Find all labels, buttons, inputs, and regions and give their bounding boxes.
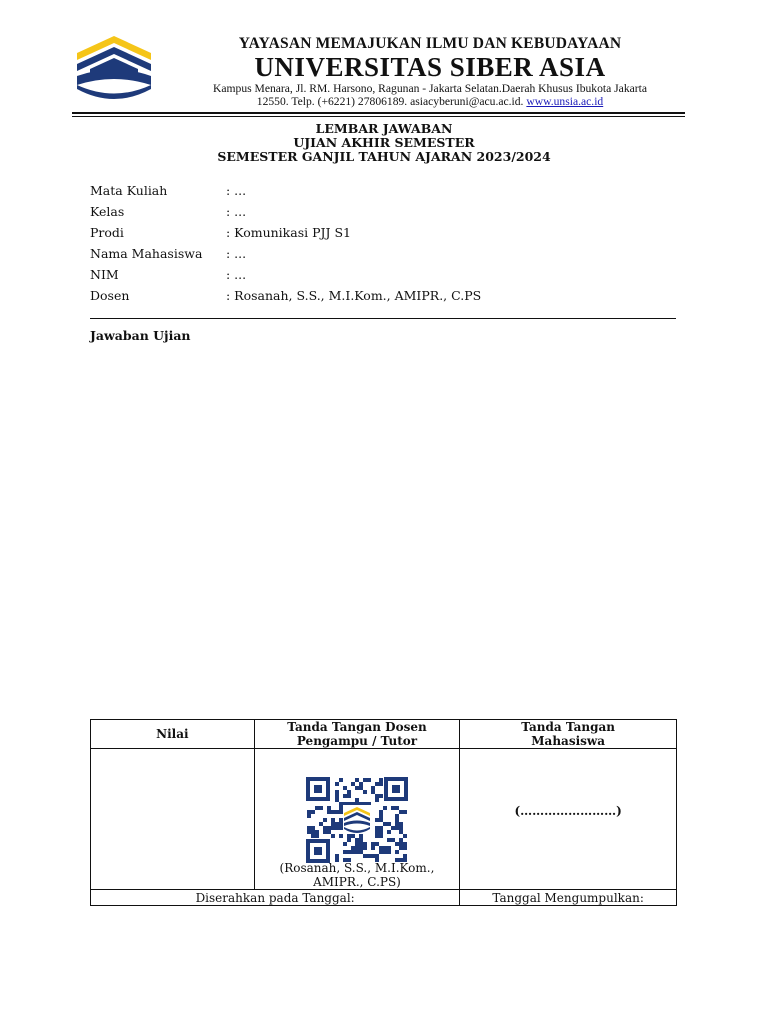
info-label: Kelas <box>90 204 125 219</box>
table-footer-row <box>91 890 677 906</box>
info-label: NIM <box>90 267 119 282</box>
info-label: Dosen <box>90 288 130 303</box>
grade-cell <box>91 749 255 890</box>
university-name: UNIVERSITAS SIBER ASIA <box>254 52 606 82</box>
lecturer-name <box>255 861 460 889</box>
info-value: : ... <box>226 183 247 198</box>
answers-heading: Jawaban Ujian <box>90 328 191 343</box>
semester-title: SEMESTER GANJIL TAHUN AJARAN 2023/2024 <box>217 149 551 164</box>
header-divider-thin <box>72 116 685 117</box>
header-line: Mahasiswa <box>531 734 605 748</box>
lecturer-name-line: (Rosanah, S.S., M.I.Kom., <box>279 861 435 875</box>
student-signature-header <box>460 720 677 749</box>
signature-table <box>90 719 677 906</box>
address-line-1: Kampus Menara, Jl. RM. Harsono, Ragunan - Jakarta Selatan.Daerah Khusus Ibukota Jakarta <box>212 82 647 95</box>
lecturer-signature-header <box>254 720 460 749</box>
header-line: Tanda Tangan Dosen <box>287 720 427 734</box>
lecturer-signature-cell <box>254 749 460 890</box>
info-divider <box>90 318 676 319</box>
header-line: Tanda Tangan <box>521 720 616 734</box>
info-value: : Komunikasi PJJ S1 <box>226 225 351 240</box>
table-body-row <box>91 749 677 890</box>
exam-title: UJIAN AKHIR SEMESTER <box>293 135 475 150</box>
document-title: LEMBAR JAWABAN <box>315 121 453 136</box>
header-divider-thick <box>72 112 685 114</box>
address-line-2 <box>160 95 700 108</box>
student-signature-placeholder: (……………………) <box>514 804 622 818</box>
university-logo <box>74 33 154 103</box>
qr-code-signature <box>306 777 408 863</box>
info-value: : Rosanah, S.S., M.I.Kom., AMIPR., C.PS <box>226 288 482 303</box>
info-value: : ... <box>226 204 247 219</box>
student-signature-cell <box>460 749 677 890</box>
submitted-date-label: Diserahkan pada Tanggal: <box>91 890 460 906</box>
header-line: Pengampu / Tutor <box>296 734 418 748</box>
info-label: Nama Mahasiswa <box>90 246 203 261</box>
info-label: Prodi <box>90 225 124 240</box>
info-label: Mata Kuliah <box>90 183 168 198</box>
website-link[interactable]: www.unsia.ac.id <box>526 95 604 108</box>
table-header-row <box>91 720 677 749</box>
info-value: : ... <box>226 267 247 282</box>
contact-text: 12550. Telp. (+6221) 27806189. asiacyberuni@acu.ac.id. <box>256 95 524 108</box>
foundation-name: YAYASAN MEMAJUKAN ILMU DAN KEBUDAYAAN <box>238 35 622 52</box>
lecturer-name-line: AMIPR., C.PS) <box>313 875 401 889</box>
collected-date-label: Tanggal Mengumpulkan: <box>460 890 677 906</box>
grade-header: Nilai <box>91 720 255 749</box>
info-value: : ... <box>226 246 247 261</box>
